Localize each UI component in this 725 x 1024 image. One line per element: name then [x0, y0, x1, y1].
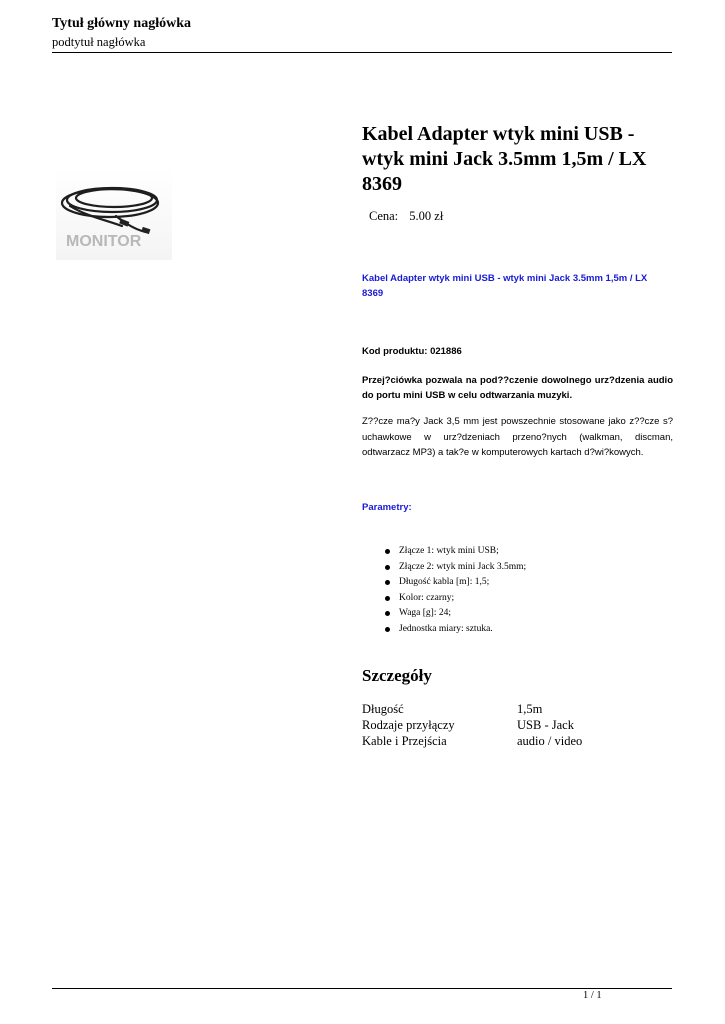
description-body: Z??cze ma?y Jack 3,5 mm jest powszechnie stosowane jako z??cze s?uchawkowe w urz?dzeniach przeno?nych (walkman, discman, odtwarzacz MP3) a tak?e w komputerowych kartach d?wi?kowych. — [362, 416, 673, 458]
product-code — [362, 346, 462, 357]
product-code-value: 021886 — [430, 346, 462, 357]
details-value: audio / video — [517, 734, 583, 748]
table-row — [362, 701, 582, 717]
params-item-text: Jednostka miary: sztuka. — [399, 623, 493, 634]
bullet-icon — [385, 596, 390, 601]
params-item — [373, 606, 526, 622]
details-key: Kable i Przejścia — [362, 734, 447, 748]
params-item — [373, 575, 526, 591]
params-item-text: Długość kabla [m]: 1,5; — [399, 577, 490, 587]
details-value: 1,5m — [517, 702, 543, 716]
table-row — [362, 733, 582, 749]
params-item — [373, 622, 526, 638]
params-list — [373, 544, 526, 637]
bullet-icon — [385, 627, 390, 632]
product-title: Kabel Adapter wtyk mini USB - wtyk mini Jack 3.5mm 1,5m / LX 8369 — [362, 123, 647, 195]
details-heading: Szczegóły — [362, 666, 432, 685]
header-title: Tytuł główny nagłówka — [52, 16, 191, 31]
params-item — [373, 591, 526, 607]
bullet-icon — [385, 580, 390, 585]
description-lead: Przej?ciówka pozwala na pod??czenie dowolnego urz?dzenia audio do portu mini USB w celu odtwarzania muzyki. — [362, 375, 673, 401]
price-row — [369, 209, 443, 224]
cable-image — [56, 168, 172, 260]
params-item-text: Złącze 2: wtyk mini Jack 3.5mm; — [399, 561, 527, 572]
params-item-text: Złącze 1: wtyk mini USB; — [399, 546, 499, 556]
params-item-text: Kolor: czarny; — [399, 592, 455, 603]
details-key: Rodzaje przyłączy — [362, 718, 455, 732]
price-value: 5.00 zł — [409, 209, 444, 223]
price-label: Cena: — [369, 209, 399, 223]
params-item — [373, 544, 526, 560]
product-code-label: Kod produktu: — [362, 346, 428, 357]
footer-divider — [52, 988, 672, 989]
bullet-icon — [385, 611, 390, 616]
details-value: USB - Jack — [517, 718, 574, 732]
params-item-text: Waga [g]: 24; — [399, 608, 451, 618]
details-table — [362, 701, 582, 749]
params-heading: Parametry: — [362, 502, 412, 513]
table-row — [362, 717, 582, 733]
params-item — [373, 560, 526, 576]
bullet-icon — [385, 565, 390, 570]
bullet-icon — [385, 549, 390, 554]
details-key: Długość — [362, 702, 404, 716]
watermark-text: MONITOR — [66, 233, 142, 250]
header-subtitle: podtytuł nagłówka — [52, 35, 146, 49]
product-link[interactable]: Kabel Adapter wtyk mini USB - wtyk mini Jack 3.5mm 1,5m / LX 8369 — [362, 273, 648, 299]
header-divider — [52, 52, 672, 53]
product-image — [56, 168, 172, 260]
page-number: 1 / 1 — [583, 990, 602, 1001]
